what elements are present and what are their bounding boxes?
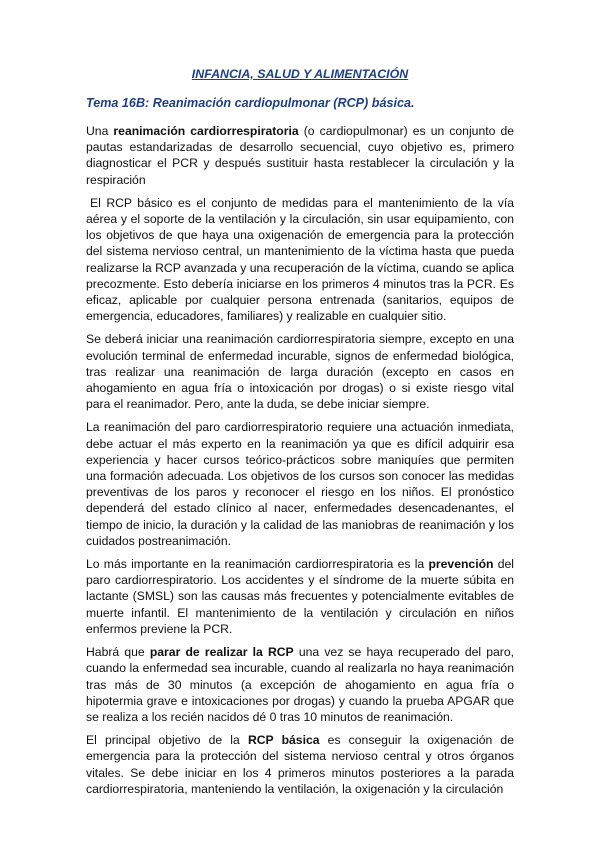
paragraph-rcp-basic: El RCP básico es el conjunto de medidas para el mantenimiento de la vía aérea y el soporte de la ventilación y la circulación, sin usar equipamiento, con los objetivos de que haya una oxigenación de emergencia para la protección del sistema nervioso central, un mantenimiento de la víctima hasta que pueda realizarse la RCP avanzada y una recuperación de la víctima, cuando se aplica precozmente. Esto debería iniciarse en los primeros 4 minutos tras la PCR. Es eficaz, aplicable por cualquier persona entrenada (sanitarios, equipos de emergencia, educadores, familiares) y realizable en cualquier sitio. xyxy=(86,195,514,324)
bold-term: reanimación cardiorrespiratoria xyxy=(113,124,299,138)
document-title: INFANCIA, SALUD Y ALIMENTACIÓN xyxy=(191,67,409,81)
paragraph-when-to-stop: Habrá que parar de realizar la RCP una vez se haya recuperado del paro, cuando la enfermedad sea incurable, cuando al realizarla no haya reanimación tras más de 30 minutos (a excepción de ahogamiento en agua fría o hipotermia grave e intoxicaciones por drogas) y cuando la prueba APGAR que se realiza a los recién nacidos dé 0 tras 10 minutos de reanimación. xyxy=(86,645,514,724)
bold-term: prevención xyxy=(428,557,494,572)
bold-term: RCP básica xyxy=(247,733,320,748)
paragraph-prevention: Lo más importante en la reanimación cardiorrespiratoria es la prevención del paro cardiorrespiratorio. Los accidentes y el síndrome de la muerte súbita en lactante (SMSL) son las causas más frecuentes y potencialmente evitables de muerte infantil. El mantenimiento de la ventilación y circulación en niños enfermos previene la PCR. xyxy=(86,557,515,636)
bold-term: parar de realizar la RCP xyxy=(149,645,294,660)
paragraph-training: La reanimación del paro cardiorrespiratorio requiere una actuación inmediata, debe actuar el más experto en la reanimación ya que es difícil adquirir esa experiencia y hacer cursos teórico-prácticos sobre maniquíes que permiten una formación adecuada. Los objetivos de los cursos son conocer las medidas preventivas de los paros y reconocer el riesgo en los niños. El pronóstico dependerá del estado clínico al nacer, enfermedades desencadenantes, el tiempo de inicio, la duración y la calidad de las maniobras de reanimación y los cuidados postreanimación. xyxy=(86,420,514,548)
section-subtitle: Tema 16B: Reanimación cardiopulmonar (RCP) básica. xyxy=(86,96,415,110)
paragraph-definition: Una reanimación cardiorrespiratoria (o cardiopulmonar) es un conjunto de pautas estandarizadas de desarrollo secuencial, cuyo objetivo es, primero diagnosticar el PCR y después sustituir hasta restablecer la circulación y la respiración xyxy=(86,124,515,187)
paragraph-when-to-start: Se deberá iniciar una reanimación cardiorrespiratoria siempre, excepto en una evolución terminal de enfermedad incurable, signos de enfermedad biológica, tras realizar una reanimación de larga duración (excepto en casos en ahogamiento en agua fría o intoxicación por drogas) o si existe riesgo vital para el reanimador. Pero, ante la duda, se debe iniciar siempre. xyxy=(86,332,514,412)
paragraph-main-objective: El principal objetivo de la RCP básica es conseguir la oxigenación de emergencia para la protección del sistema nervioso central y otros órganos vitales. Se debe iniciar en los 4 primeros minutos posteriores a la parada cardiorrespiratoria, manteniendo la ventilación, la oxigenación y la circulación xyxy=(86,733,514,796)
